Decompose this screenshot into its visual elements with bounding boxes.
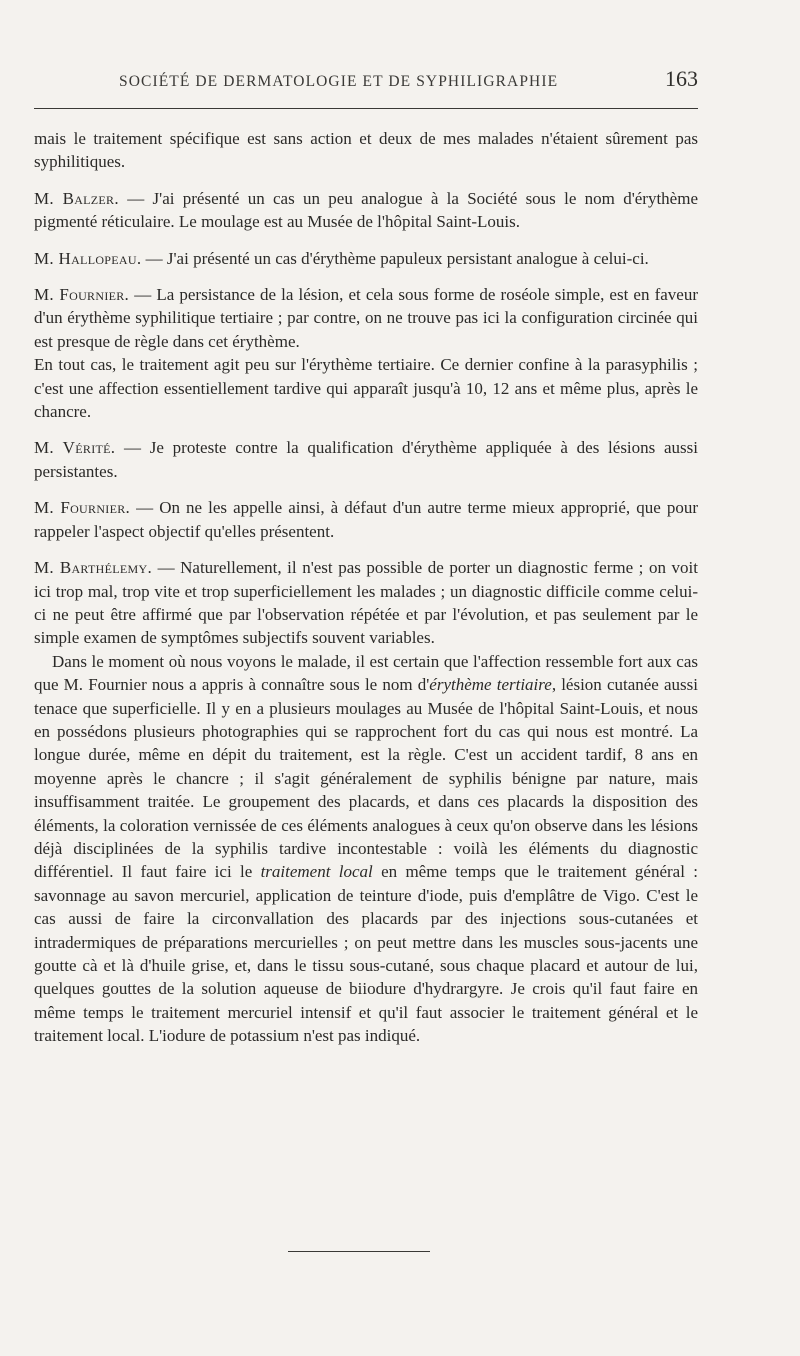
body-text <box>34 127 698 1048</box>
paragraph-text: mais le traitement spécifique est sans action et deux de mes malades n'étaient sûrement pas syphilitiques. <box>34 129 698 172</box>
paragraph <box>34 247 698 270</box>
paragraph <box>34 556 698 650</box>
paragraph <box>34 187 698 234</box>
speaker-name: M. Barthélemy. <box>34 558 152 578</box>
paragraph <box>34 283 698 353</box>
italic-term: traitement local <box>260 862 373 882</box>
page-header <box>34 66 698 100</box>
paragraph <box>34 127 698 174</box>
page-number: 163 <box>665 66 698 91</box>
paragraph <box>34 353 698 423</box>
paragraph-text: — La persistance de la lésion, et cela sous forme de roséole simple, est en faveur d'un érythème syphilitique tertiaire ; par contre, on ne trouve pas ici la configuration circinée qui est presque de règle dans cet érythème. <box>34 285 698 351</box>
paragraph-text: — Je proteste contre la qualification d'érythème appliquée à des lésions aussi persistantes. <box>34 438 699 481</box>
paragraph <box>34 436 698 483</box>
paragraph-text: , lésion cutanée aussi tenace que superficielle. Il y en a plusieurs moulages au Musée de l'hôpital Saint-Louis, et nous en possédons plusieurs photographies qui se rapprochent fort du cas qui nous est montré. La longue durée, même en dépit du traitement, est la règle. C'est un accident tardif, 8 ans en moyenne après le chancre ; il s'agit généralement de syphilis bénigne par nature, mais insuffisamment traitée. Le groupement des placards, et dans ces placards la disposition des éléments, la coloration vernissée de ces éléments analogues à ceux qu'on observe dans les lésions déjà disciplinées de la syphilis tardive incontestable : voilà les éléments du diagnostic différentiel. Il faut faire ici le <box>34 675 698 882</box>
paragraph-text: — J'ai présenté un cas un peu analogue à la Société sous le nom d'érythème pigmenté réticulaire. Le moulage est au Musée de l'hôpital Saint-Louis. <box>34 188 698 232</box>
speaker-name: M. Fournier. <box>34 498 131 518</box>
paragraph-text: En tout cas, le traitement agit peu sur l'érythème tertiaire. Ce dernier confine à la parasyphilis ; c'est une affection essentiellement tardive qui apparaît jusqu'à 10, 12 ans et même plus, après le chancre. <box>34 355 698 422</box>
paragraph <box>34 496 698 543</box>
paragraph-text: — J'ai présenté un cas d'érythème papuleux persistant analogue à celui-ci. <box>141 248 649 268</box>
paragraph <box>34 650 698 1048</box>
speaker-name: M. Vérité. <box>34 438 116 458</box>
running-title: SOCIÉTÉ DE DERMATOLOGIE ET DE SYPHILIGRAPHIE <box>119 73 559 90</box>
paragraph-text: en même temps que le traitement général : savonnage au savon mercuriel, application de teinture d'iode, puis d'emplâtre de Vigo. C'est le cas aussi de faire la circonvallation des placards par des injections sous-cutanées et intradermiques de préparations mercurielles ; on peut mettre dans les muscles sous-jacents une goutte cà et là d'huile grise, et, dans le tissu sous-cutané, sous chaque placard et autour de lui, quelques gouttes de la solution aqueuse de biiodure d'hydrargyre. Je crois qu'il faut faire en même temps le traitement mercuriel intensif et qu'il faut associer le traitement général et le traitement local. L'iodure de potassium n'est pas indiqué. <box>34 862 698 1046</box>
speaker-name: M. Hallopeau. <box>34 248 142 268</box>
paragraph-text: — Naturellement, il n'est pas possible de porter un diagnostic ferme ; on voit ici trop mal, trop vite et trop superficiellement les malades ; un diagnostic difficile comme celui-ci ne peut être affirmé que par l'observation répétée et par l'évolution, et pas seulement par le simple examen de symptômes subjectifs souvent variables. <box>34 558 698 648</box>
header-rule <box>34 108 698 109</box>
end-rule <box>288 1251 430 1252</box>
speaker-name: M. Fournier. <box>34 285 130 305</box>
italic-term: érythème tertiaire <box>429 675 552 695</box>
paragraph-text: — On ne les appelle ainsi, à défaut d'un autre terme mieux approprié, que pour rappeler l'aspect objectif qu'elles présentent. <box>34 498 698 541</box>
speaker-name: M. Balzer. <box>34 188 119 208</box>
paragraph-text: Dans le moment où nous voyons le malade, il est certain que l'affection ressemble fort aux cas que M. Fournier nous a appris à connaître sous le nom d' <box>34 651 698 695</box>
